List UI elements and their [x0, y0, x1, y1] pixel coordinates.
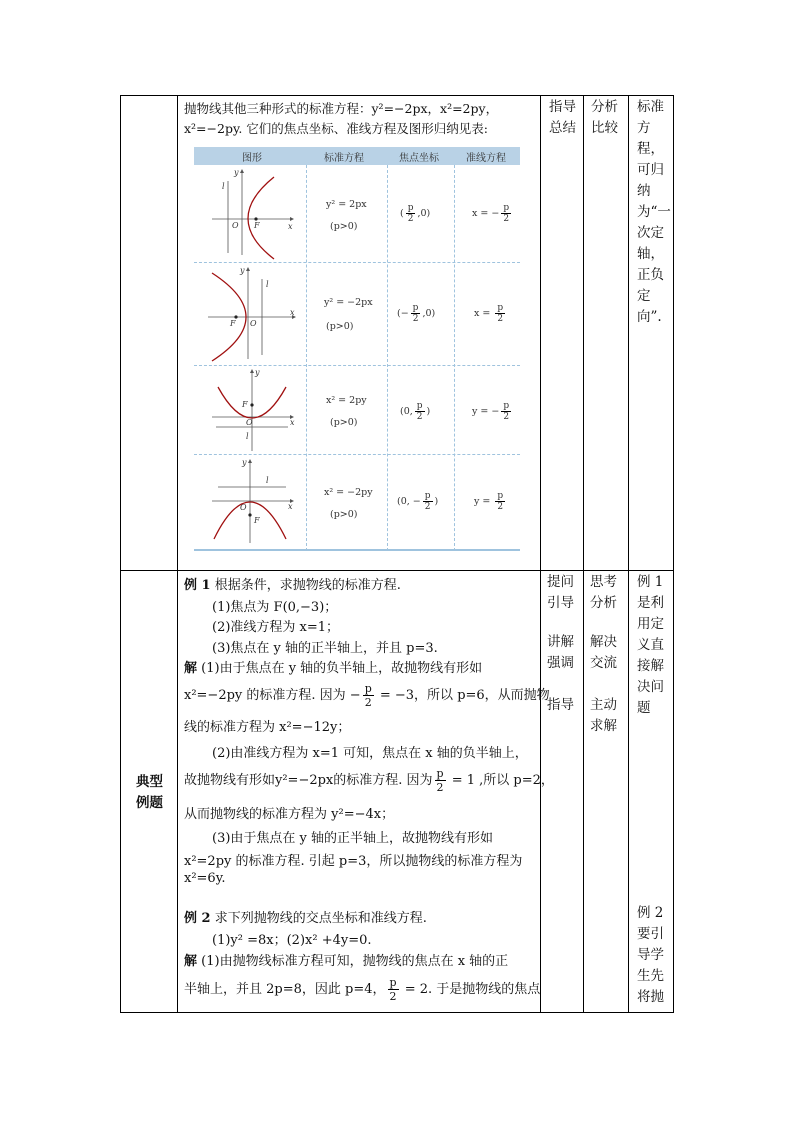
table-border-top — [120, 95, 674, 96]
teacher-activity-top: 指导总结 — [549, 99, 576, 136]
condition-cell: (p>0) — [326, 321, 354, 332]
equation-cell: x² = −2py — [324, 487, 373, 498]
label-origin: O — [246, 418, 253, 427]
header-focus: 焦点坐标 — [399, 153, 439, 164]
focus-cell: (− $\frac{p}{2}$ ,0) — [397, 303, 436, 324]
grid-col — [454, 165, 455, 551]
example2-solution-line: 半轴上，并且 2p=8，因此 p=4， $\frac{p}{2}$ = 2. 于是抛物线的焦点 — [184, 976, 541, 1003]
label-x: x — [290, 308, 295, 317]
student-activity-1: 思考分析 — [590, 574, 617, 611]
example2-title: 例 2 求下列抛物线的交点坐标和准线方程. — [184, 911, 427, 926]
example1-solution-line: x²=2py 的标准方程. 引起 p=3，所以抛物线的标准方程为 — [184, 854, 523, 869]
label-x: x — [288, 502, 293, 511]
student-activity-2: 解决交流 — [590, 634, 617, 671]
figure-right-parabola — [202, 167, 302, 260]
label-focus: F — [254, 221, 260, 230]
directrix-cell: y = $\frac{p}{2}$ — [474, 491, 504, 512]
label-focus: F — [254, 516, 260, 525]
label-origin: O — [232, 221, 239, 230]
table-bottom-bar — [194, 549, 520, 551]
figure-left-parabola — [202, 265, 302, 363]
label-origin: O — [240, 503, 247, 512]
example1-solution-line: (3)由于焦点在 y 轴的正半轴上，故抛物线有形如 — [212, 831, 494, 846]
figure-up-parabola — [202, 367, 302, 453]
teacher-activity-3: 指导 — [547, 697, 574, 713]
example1-title: 例 1 根据条件，求抛物线的标准方程. — [184, 578, 401, 593]
example1-item: (3)焦点在 y 轴的正半轴上，并且 p=3. — [212, 641, 438, 656]
student-activity-top: 分析比较 — [591, 99, 618, 136]
parabola-form-table — [194, 147, 520, 551]
example2-solution-line: 解 (1)由抛物线标准方程可知，抛物线的焦点在 x 轴的正 — [184, 954, 509, 969]
example1-solution-line: (2)由准线方程为 x=1 可知，焦点在 x 轴的负半轴上， — [212, 746, 528, 761]
label-y: y — [255, 368, 260, 377]
directrix-cell: x = $\frac{p}{2}$ — [474, 303, 504, 324]
table-col-divider-2 — [540, 95, 541, 1013]
equation-cell: y² = −2px — [324, 297, 373, 308]
example2-items: (1)y² =8x；(2)x² +4y=0. — [212, 933, 372, 948]
condition-cell: (p>0) — [330, 509, 358, 520]
table-border-bottom — [120, 1012, 674, 1013]
intro-line-1: 抛物线其他三种形式的标准方程：y²=−2px，x²=2py， — [184, 101, 499, 116]
table-col-divider-1 — [177, 95, 178, 1013]
teacher-activity-1: 提问引导 — [547, 574, 574, 611]
label-directrix: l — [222, 182, 225, 191]
label-focus: F — [242, 400, 248, 409]
condition-cell: (p>0) — [330, 221, 358, 232]
table-header — [194, 147, 520, 165]
condition-cell: (p>0) — [330, 417, 358, 428]
example1-solution-line: x²=−2py 的标准方程. 因为 − $\frac{p}{2}$ = −3，所以 p=6，从而抛物 — [184, 682, 550, 709]
example1-solution-line: x²=6y. — [184, 871, 226, 886]
figure-down-parabola — [202, 457, 302, 547]
equation-cell: x² = 2py — [326, 395, 367, 406]
example1-item: (2)准线方程为 x=1； — [212, 620, 340, 635]
equation-cell: y² = 2px — [326, 199, 367, 210]
table-border-left — [120, 95, 121, 1013]
focus-cell: (0, $\frac{p}{2}$ ) — [400, 401, 431, 422]
grid-col — [387, 165, 388, 551]
label-directrix: l — [266, 280, 269, 289]
example1-solution-line: 从而抛物线的标准方程为 y²=−4x； — [184, 807, 395, 822]
example1-item: (1)焦点为 F(0,−3)； — [212, 600, 338, 615]
grid-col — [306, 165, 307, 551]
example1-solution-line: 解 (1)由于焦点在 y 轴的负半轴上，故抛物线有形如 — [184, 661, 483, 676]
design-intent-top: 标准方程，可归纳为“一次定轴，正负定向”. — [637, 99, 671, 325]
header-figure: 图形 — [242, 153, 262, 164]
table-row-divider — [120, 570, 674, 571]
label-x: x — [288, 222, 293, 231]
focus-cell: (0, − $\frac{p}{2}$ ) — [397, 491, 439, 512]
label-y: y — [240, 266, 245, 275]
table-col-divider-4 — [628, 95, 629, 1013]
header-equation: 标准方程 — [324, 153, 364, 164]
label-y: y — [242, 458, 247, 467]
label-origin: O — [250, 319, 257, 328]
label-directrix: l — [246, 432, 249, 441]
design-intent-example1: 例 1 是利用定义直接解决问题 — [637, 574, 664, 716]
grid-row — [194, 454, 520, 455]
label-y: y — [234, 168, 239, 177]
directrix-cell: x = − $\frac{p}{2}$ — [472, 203, 510, 224]
teacher-activity-2: 讲解强调 — [547, 634, 574, 671]
label-x: x — [290, 418, 295, 427]
focus-cell: ( $\frac{p}{2}$ ,0) — [400, 203, 431, 224]
design-intent-example2: 例 2 要引导学生先将抛 — [637, 905, 664, 1005]
table-border-right — [673, 95, 674, 1013]
student-activity-3: 主动求解 — [590, 697, 617, 734]
section-label-examples: 典型例题 — [136, 774, 163, 811]
grid-row — [194, 262, 520, 263]
example1-solution-line: 线的标准方程为 x²=−12y； — [184, 720, 351, 735]
grid-row — [194, 365, 520, 366]
label-directrix: l — [266, 476, 269, 485]
header-directrix: 准线方程 — [466, 153, 506, 164]
label-focus: F — [230, 319, 236, 328]
table-col-divider-3 — [583, 95, 584, 1013]
example1-solution-line: 故抛物线有形如y²=−2px的标准方程. 因为 $\frac{p}{2}$ = 1 ,所以 p=2， — [184, 767, 554, 794]
directrix-cell: y = − $\frac{p}{2}$ — [472, 401, 510, 422]
intro-line-2: x²=−2py. 它们的焦点坐标、准线方程及图形归纳见表: — [184, 121, 489, 136]
